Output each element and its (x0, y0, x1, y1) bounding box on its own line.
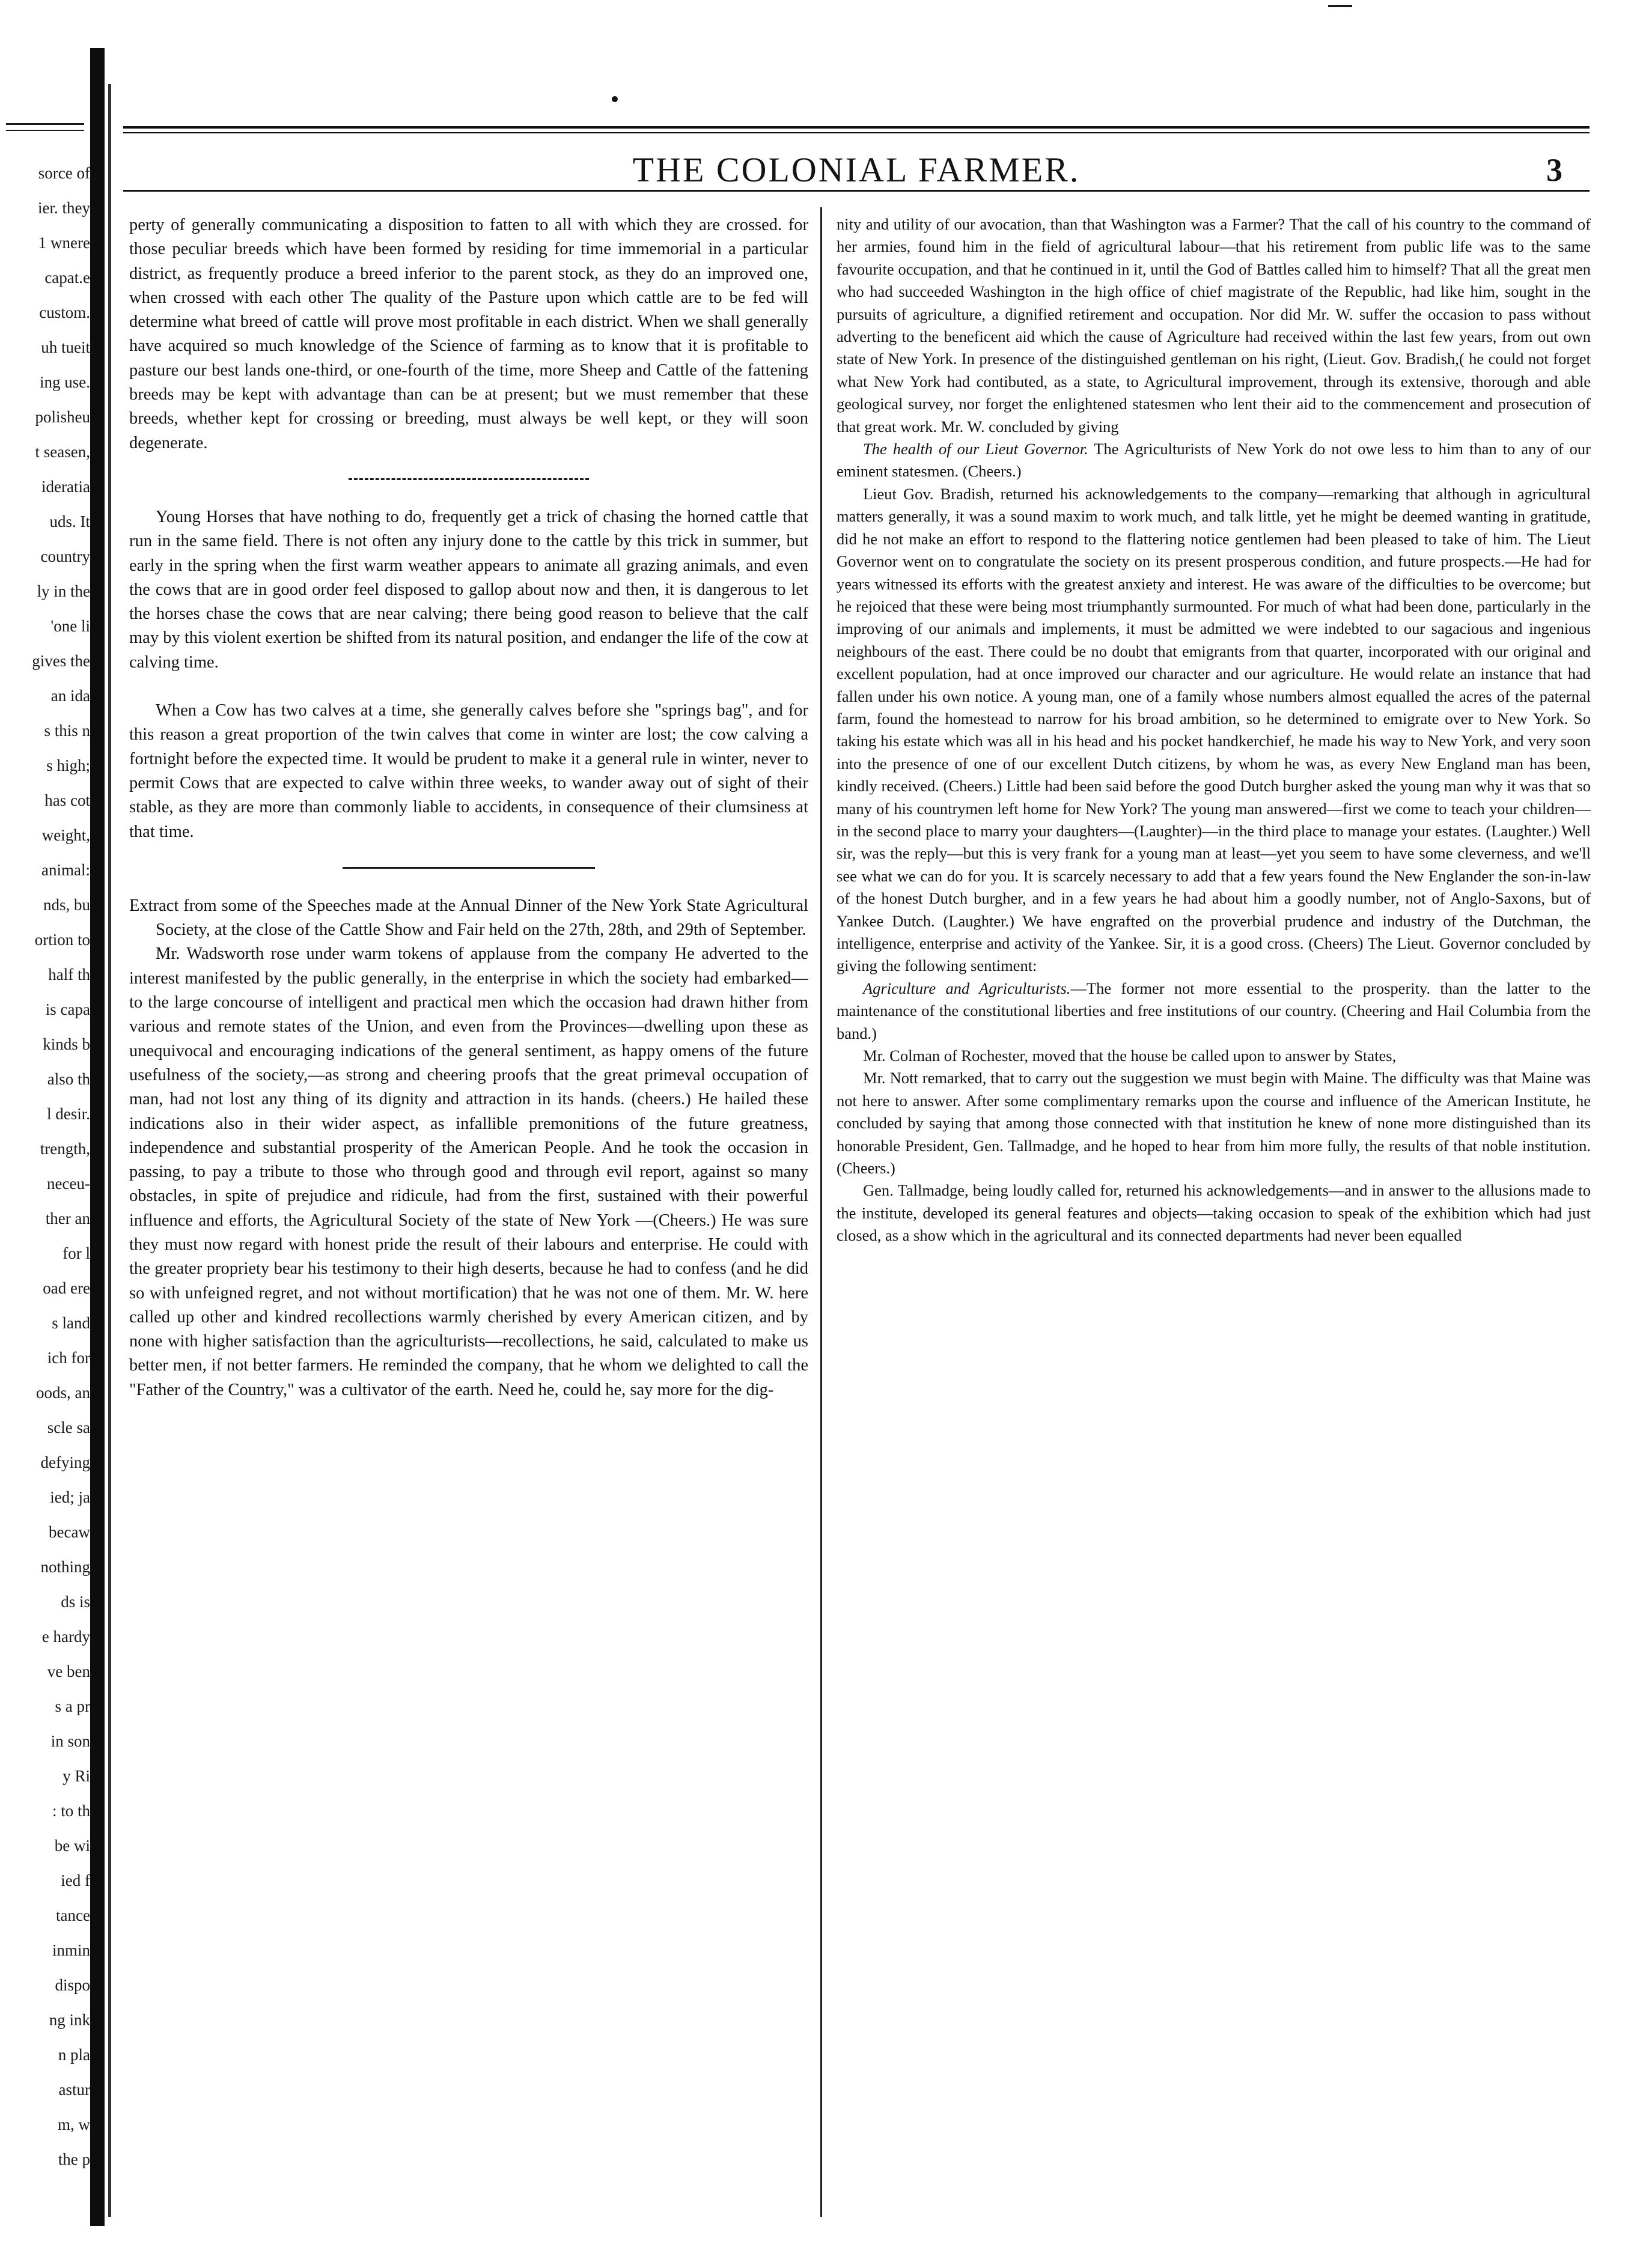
gutter-fragment: country (40, 547, 90, 565)
gutter-fragment: half th (48, 965, 90, 984)
gutter-fragment: sorce of (38, 164, 90, 182)
gutter-fragment: 'one li (50, 617, 90, 635)
gutter-fragment: ds is (61, 1593, 90, 1611)
gutter-fragment: ly in the (37, 582, 90, 600)
page-number: 3 (1546, 152, 1562, 188)
gutter-fragment: l desir. (47, 1105, 90, 1123)
gutter-fragment: t seasen, (35, 443, 90, 461)
gutter-fragment: oods, an (36, 1384, 90, 1402)
gutter-fragment: s this n (44, 722, 90, 740)
gutter-fragment: has cot (44, 791, 90, 809)
header-rule (123, 132, 1590, 133)
gutter-fragment: s a pr (55, 1697, 90, 1715)
paragraph (837, 1067, 1591, 1179)
gutter-fragment: e hardy (41, 1628, 90, 1646)
gutter-fragment: kinds b (43, 1035, 90, 1053)
gutter-fragment: an ida (50, 687, 90, 705)
gutter-fragment: s high; (46, 756, 90, 774)
paragraph-text: Extract from some of the Speeches made at the Annual Dinner of the New York State Agricultural Society, at the close of the Cattle Show and Fair held on the 27th, 28th, and 29th of September. (129, 896, 808, 940)
paragraph (129, 699, 808, 844)
gutter-fragment: : to th (52, 1802, 90, 1820)
section-separator (343, 867, 595, 869)
gutter-fragment: be wi (54, 1837, 90, 1855)
masthead-title: THE COLONIAL FARMER. (632, 150, 1081, 189)
gutter-fragment: uds. It (49, 512, 90, 531)
paragraph-text: The Agriculturists of New York do not owe less to him than to any of our eminent statesmen. (Cheers.) (837, 440, 1591, 481)
print-mark (612, 96, 618, 102)
gutter-fragment: weight, (41, 826, 90, 844)
gutter-fragment: polisheu (35, 408, 90, 426)
paragraph (837, 213, 1591, 438)
gutter-fragment: capat.e (44, 269, 90, 287)
gutter-fragment: tance (56, 1906, 90, 1924)
gutter-fragment: becaw (49, 1523, 90, 1541)
paragraph-text: Lieut Gov. Bradish, returned his acknowledgements to the company—remarking that although in agricultural matters generally, it was a sound maxim to work much, and talk little, yet he might be deemed wanting in gratitude, did he not make an effort to respond to the flattering notice gentlemen had been pleased to take of him. The Lieut Governor went on to congratulate the society on its present prosperous condition, and future prospects.—He had for years witnessed its efforts with the greatest anxiety and interest. He was aware of the difficulties to be overcome; but he rejoiced that these were being most triumphantly surmounted. For much of what had been done, particularly in the improving of our animals and implements, it must be admitted we were indebted to our sagacious and ingenious neighbours of the east. There could be no doubt that emigrants from that quarter, incorporated with our original and excellent population, had at once improved our character and our agriculture. He would relate an instance that had fallen under his own notice. A young man, one of a family whose numbers almost equalled the acres of the paternal farm, found the homestead to narrow for his broad ambition, so he determined to emigrate over to New York. So taking his estate which was all in his head and his pocket handkerchief, he made his way to New York, and very soon into the presence of one of our excellent Dutch citizens, by whom he was, as every New England man has been, kindly received. (Cheers.) Little had been said before the good Dutch burgher asked the young man why it was that so many of his countrymen left home for New York? The young man answered—first we come to teach your children—in the second place to marry your daughters—(Laughter)—in the third place to manage your estates. (Laughter.) Well sir, was the reply—but this is very frank for a young man at least—yet you seem to have some cleverness, and we'll see what we can do for you. It is scarcely necessary to add that a few years found the New Englander the son-in-law of the honest Dutch burgher, and in a few years he had about him a goodly number, not of Anglo-Saxons, but of Yankee Dutch. (Laughter.) We have engrafted on the proverbial prudence and industry of the Dutchman, the intelligence, enterprise and activity of the Yankee. Sir, it is a good cross. (Cheers) The Lieut. Governor concluded by giving the following sentiment: (837, 484, 1591, 975)
gutter-fragment: trength, (40, 1140, 90, 1158)
gutter-fragment: astur (58, 2081, 90, 2099)
gutter-fragment: also th (47, 1070, 90, 1088)
paragraph (129, 505, 808, 675)
gutter-fragment: custom. (39, 303, 90, 321)
paragraph (837, 1045, 1591, 1067)
gutter-fragment: nothing (40, 1558, 90, 1576)
gutter-fragment: inmin (52, 1941, 90, 1959)
paragraph-gap (129, 675, 808, 699)
gutter-fragment: is capa (45, 1000, 90, 1018)
paragraph-text: Mr. Wadsworth rose under warm tokens of applause from the company He adverted to the interest manifested by the public generally, in the enterprise in which the society had embarked—to the large concourse of intelligent and practical men which the occasion had drawn hither from various and remote states of the Union, and even from the Provinces—dwelling upon these as unequivocal and encouraging indications of the general sentiment, as happy omens of the future usefulness of the society,—as strong and cheering proofs that the great primeval occupation of man, had not lost any thing of its dignity and attraction in its hands. (cheers.) He hailed these indications also in their wider aspect, as infallible premonitions of the future greatness, independence and substantial prosperity of the American People. And he took the occasion in passing, to pay a tribute to those who through good and through evil report, against so many obstacles, in spite of prejudice and ridicule, had from the first, sustained with their powerful influence and efforts, the Agricultural Society of the state of New York —(Cheers.) He was sure they must now regard with honest pride the result of their labours and enterprise. He could with the greater propriety bear his testimony to their high deserts, because he had to confess (and he did so with unfeigned regret, and not without mortification) that he was not one of them. Mr. W. here called up other and kindred recollections warmly cherished by every American citizen, and by none with higher satisfaction than the agriculturists—recollections, he said, calculated to make us better men, if not better farmers. He reminded the company, that he whom we delighted to call the "Father of the Country," was a cultivator of the earth. Need he, could he, say more for the dig- (129, 944, 808, 1399)
gutter-fragment: oad ere (43, 1279, 90, 1297)
left-column (129, 213, 808, 2214)
running-head (126, 149, 1587, 191)
paragraph (837, 483, 1591, 977)
paragraph-text: Gen. Tallmadge, being loudly called for, returned his acknowledgements—and in answer to the allusions made to the institute, developed its general features and objects—taking occasion to speak of the exhibition which had just closed, as a show which in the agricultural and its connected departments had never been equalled (837, 1181, 1591, 1245)
gutter-fragment: ve ben (47, 1662, 90, 1680)
paragraph (129, 942, 808, 1402)
paragraph-text: Mr. Nott remarked, that to carry out the suggestion we must begin with Maine. The difficulty was that Maine was not here to answer. After some complimentary remarks upon the course and influence of the American Institute, he concluded by saying that among those connected with that institution he knew of none more distinguished than its honorable President, Gen. Tallmadge, and he hoped to hear from him more fully, the results of that noble institution. (Cheers.) (837, 1069, 1591, 1178)
gutter-fragment: neceu- (47, 1175, 90, 1193)
paragraph-text: Young Horses that have nothing to do, frequently get a trick of chasing the horned cattle that run in the same field. There is not often any injury done to the cattle by this trick in summer, but early in the spring when the first warm weather appears to animate all grazing animals, and even the cows that are in good order feel disposed to gallop about now and then, it is dangerous to let the horses chase the cows that are near calving; there being good reason to believe that the calf may by this violent exertion be shifted from its natural position, and endanger the life of the cow at calving time. (129, 507, 808, 672)
gutter-fragment: dispo (55, 1976, 90, 1994)
gutter-fragment: ich for (47, 1349, 90, 1367)
paragraph-text: Mr. Colman of Rochester, moved that the house be called upon to answer by States, (863, 1047, 1397, 1065)
gutter-fragment: gives the (32, 652, 90, 670)
gutter-fragment: ing use. (40, 373, 90, 391)
gutter-fragment: 1 wnere (38, 234, 90, 252)
paragraph (129, 213, 808, 455)
header-rule (123, 190, 1590, 192)
gutter-fragment: for l (62, 1244, 90, 1262)
binding-shadow (90, 48, 105, 2226)
column-divider (820, 207, 822, 2217)
paragraph (837, 1179, 1591, 1247)
gutter-fragment: y Ri (62, 1767, 90, 1785)
article-heading (129, 894, 808, 943)
paragraph-text: nity and utility of our avocation, than that Washington was a Farmer? That the call of his country to the command of her armies, found him in the field of agricultural labour—that his retirement from public life was to the same favourite occupation, and that he continued in it, until the God of Battles called him to himself? That all the great men who had succeeded Washington in the high office of chief magistrate of the Republic, had like him, sought in the pursuits of agriculture, a dignified retirement and occupation. Nor did Mr. W. suffer the occasion to pass without adverting to the beneficent aid which the cause of Agriculture had received within the last few years, from out own state of New York. In presence of the distinguished gentleman on his right, (Lieut. Gov. Bradish,( he could not forget what New York had contibuted, as a state, to Agricultural improvement, through its extensive, thorough and able geological survey, nor forget the enlightened statesmen who lent their aid to the commencement and prosecution of that great work. Mr. W. concluded by giving (837, 215, 1591, 436)
section-separator (349, 478, 589, 480)
paragraph (837, 438, 1591, 483)
gutter-fragment: the p (58, 2150, 90, 2168)
paragraph (837, 977, 1591, 1045)
top-edge-mark (1328, 5, 1352, 7)
gutter-fragment: ied f (61, 1871, 90, 1889)
gutter-fragment: ied; ja (50, 1488, 90, 1506)
gutter-fragment: nds, bu (43, 896, 90, 914)
gutter-fragment: in son (50, 1732, 90, 1750)
gutter-fragment: scle sa (47, 1418, 90, 1437)
gutter-fragment: s land (52, 1314, 90, 1332)
paragraph-text: perty of generally communicating a disposition to fatten to all with which they are crossed. for those peculiar breeds which have been formed by residing for time immemorial in a particular district, as frequently produce a breed inferior to the parent stock, as they do an improved one, when crossed with each other The quality of the Pasture upon which cattle are to be fed will determine what breed of cattle will prove most profitable in each district. When we shall generally have acquired so much knowledge of the Science of farming as to know that it is profitable to pasture our best lands one-third, or one-fourth of the time, more Sheep and Cattle of the fattening breeds may be kept with advantage than can be at present; but we must remember that these breeds, whether kept for crossing or breeding, must always be well kept, or they will soon degenerate. (129, 216, 808, 452)
italic-toast: Agriculture and Agriculturists. (863, 979, 1071, 997)
gutter-fragment: defying (40, 1453, 90, 1471)
gutter-fragment: ier. they (38, 199, 90, 217)
gutter-fragment: ther an (45, 1209, 90, 1227)
paragraph-text: —The former not more essential to the prosperity. than the latter to the maintenance of the constitutional liberties and free institutions of our country. (Cheering and Hail Columbia from the band.) (837, 979, 1591, 1042)
gutter-fragment: ng ink (49, 2011, 90, 2029)
italic-toast: The health of our Lieut Governor. (863, 440, 1088, 458)
stray-rule (6, 123, 84, 125)
gutter-fragment: uh tueit (41, 338, 90, 356)
gutter-fragment: ortion to (34, 931, 90, 949)
gutter-fragment: ideratia (41, 478, 90, 496)
gutter-fragment: animal: (41, 861, 90, 879)
gutter-fragment: n pla (58, 2046, 90, 2064)
header-rule (123, 126, 1590, 129)
gutter-fragment: m, w (58, 2115, 90, 2133)
stray-rule (6, 130, 84, 131)
right-column (837, 213, 1591, 2214)
binding-edge (108, 84, 111, 2217)
paragraph-text: When a Cow has two calves at a time, she generally calves before she "springs bag", and for this reason a great proportion of the twin calves that come in winter are lost; the cow calving a fortnight before the expected time. It would be prudent to make it a general rule in winter, never to permit Cows that are expected to calve within three weeks, to wander away out of sight of their stable, as they are more than commonly liable to accidents, in consequence of their clumsiness at that time. (129, 701, 808, 841)
